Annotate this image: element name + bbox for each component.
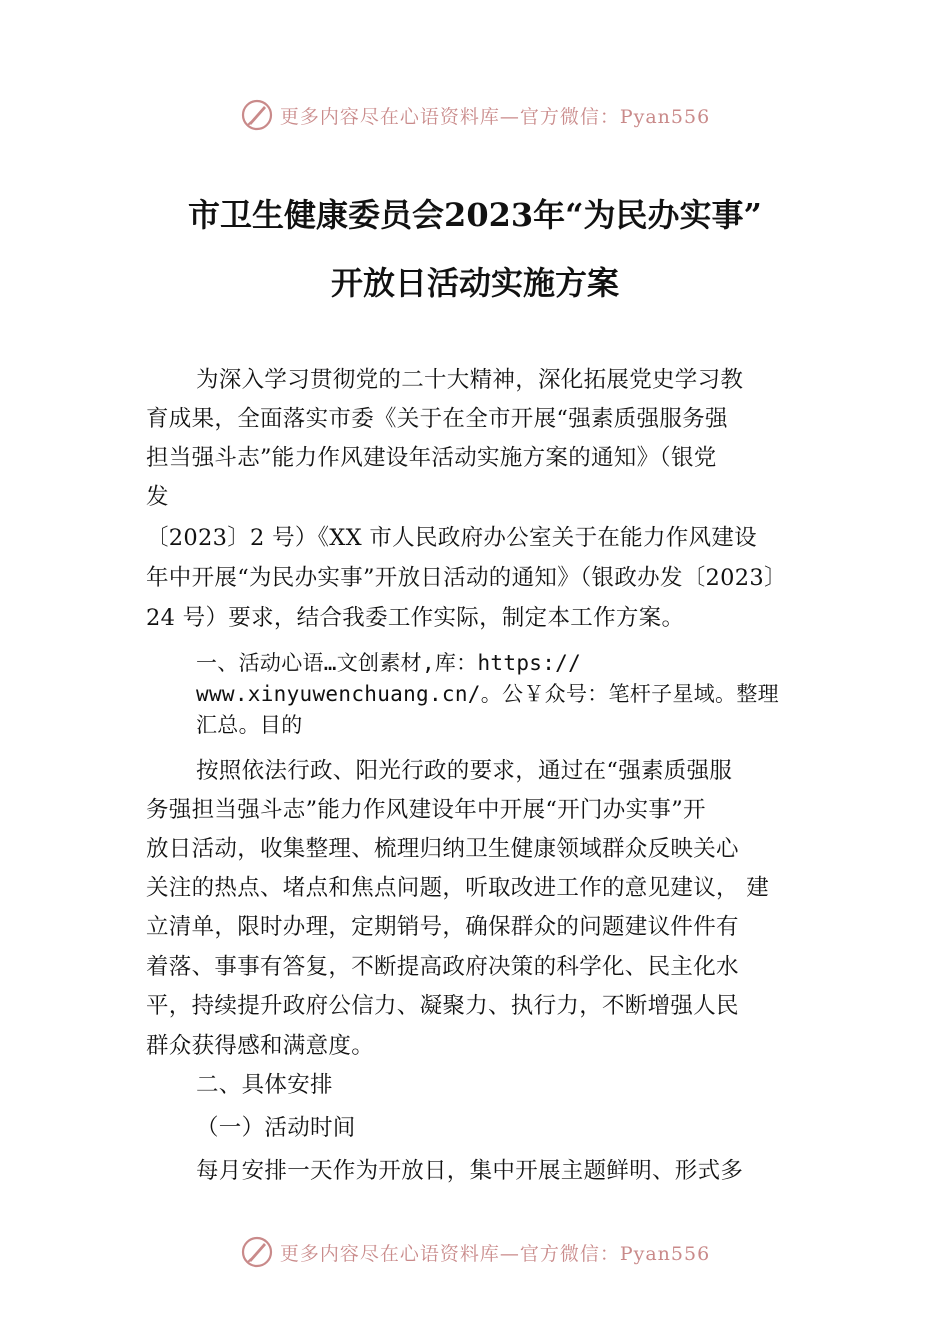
body-line: 担当强斗志”能力作风建设年活动实施方案的通知》（银党 (146, 445, 717, 471)
body-line: 为深入学习贯彻党的二十大精神，深化拓展党史学习教 (196, 367, 744, 393)
subsection-heading: （一）活动时间 (196, 1115, 356, 1141)
footer-watermark (0, 1232, 950, 1272)
watermark-text: 更多内容尽在心语资料库—官方微信：Pyan556 (279, 105, 711, 128)
body-line: 一、活动心语…文创素材,库：https:// (196, 651, 582, 675)
body-line: 育成果，全面落实市委《关于在全市开展“强素质强服务强 (146, 406, 728, 432)
body-line: 关注的热点、堵点和焦点问题，听取改进工作的意见建议， 建 (146, 875, 770, 901)
quill-logo-icon (240, 1235, 274, 1269)
watermark-text: 更多内容尽在心语资料库—官方微信：Pyan556 (279, 1242, 711, 1265)
body-line: 汇总。目的 (196, 713, 303, 737)
body-line: 立清单，限时办理，定期销号，确保群众的问题建议件件有 (146, 914, 739, 940)
header-watermark (0, 95, 950, 135)
body-line: 发 (146, 484, 169, 510)
body-line: 平，持续提升政府公信力、凝聚力、执行力，不断增强人民 (146, 993, 739, 1019)
document-title-line-1: 市卫生健康委员会2023年“为民办实事” (188, 196, 762, 234)
document-title-line-2: 开放日活动实施方案 (330, 264, 619, 302)
body-line: 放日活动，收集整理、梳理归纳卫生健康领域群众反映关心 (146, 836, 739, 862)
section-heading: 二、具体安排 (196, 1072, 333, 1098)
body-line: 〔2023〕2 号）《XX 市人民政府办公室关于在能力作风建设 (146, 525, 757, 551)
body-line: 按照依法行政、阳光行政的要求，通过在“强素质强服 (196, 758, 733, 784)
quill-logo-icon (240, 98, 274, 132)
body-line: 年中开展“为民办实事”开放日活动的通知》（银政办发〔2023〕 (146, 565, 787, 591)
body-line: 24 号）要求，结合我委工作实际，制定本工作方案。 (146, 605, 685, 631)
body-line: 着落、事事有答复，不断提高政府决策的科学化、民主化水 (146, 954, 739, 980)
body-line: www.xinyuwenchuang.cn/。公￥众号：笔杆子星域。整理 (196, 682, 779, 706)
body-line: 务强担当强斗志”能力作风建设年中开展“开门办实事”开 (146, 797, 706, 823)
body-line: 每月安排一天作为开放日，集中开展主题鲜明、形式多 (196, 1158, 744, 1184)
body-line: 群众获得感和满意度。 (146, 1033, 375, 1059)
